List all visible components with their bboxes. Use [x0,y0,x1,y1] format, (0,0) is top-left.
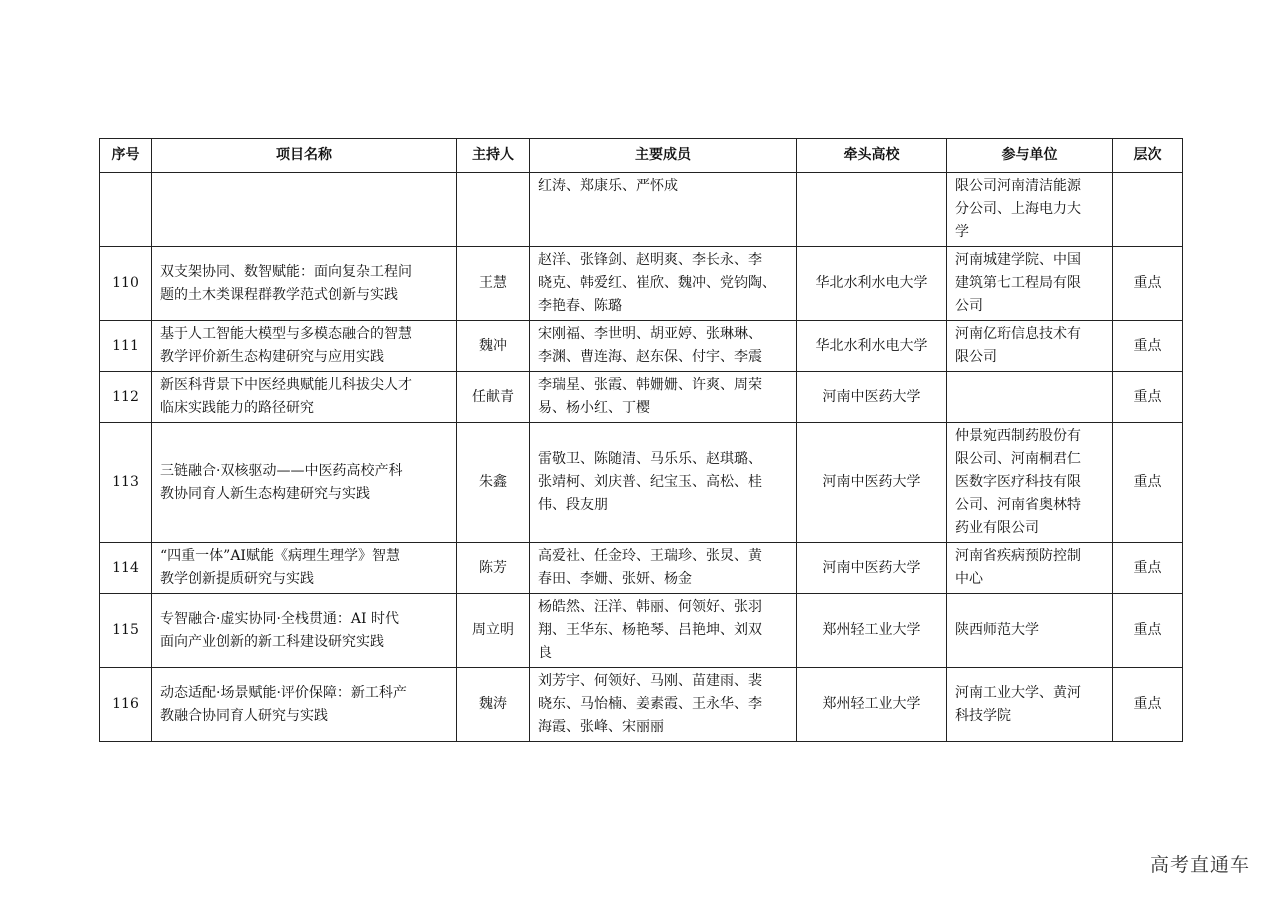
cell-level [1113,543,1183,594]
cell-partner-text: 陕西师范大学 [955,622,1039,638]
cell-partner [947,372,1113,423]
cell-partner-text: 限公司河南清洁能源 分公司、上海电力大 学 [955,178,1081,240]
cell-level [1113,321,1183,372]
cell-school [797,543,947,594]
cell-school-text: 河南中医药大学 [822,559,921,576]
cell-partner-text: 河南城建学院、中国 建筑第七工程局有限 公司 [955,252,1081,314]
cell-members [530,173,797,247]
cell-num-text: 113 [112,474,139,490]
cell-school [797,321,947,372]
cell-partner [947,594,1113,668]
cell-num [100,321,152,372]
cell-host-text: 朱鑫 [479,474,507,490]
cell-num-text: 114 [112,559,139,576]
cell-name [152,321,457,372]
cell-partner [947,247,1113,321]
cell-school-text: 华北水利水电大学 [815,275,928,291]
cell-host-text: 魏涛 [479,696,507,712]
cell-name-text: 动态适配·场景赋能·评价保障：新工科产 教融合协同育人研究与实践 [160,684,407,724]
cell-host-text: 陈芳 [479,559,507,576]
cell-school [797,594,947,668]
cell-name [152,668,457,742]
cell-name-text: 三链融合·双核驱动——中医药高校产科 教协同育人新生态构建研究与实践 [160,462,403,502]
cell-partner [947,321,1113,372]
cell-name-text: 专智融合·虚实协同·全栈贯通：AI 时代 面向产业创新的新工科建设研究实践 [160,610,399,650]
cell-name [152,372,457,423]
cell-level [1113,423,1183,543]
cell-name-text: 基于人工智能大模型与多模态融合的智慧 教学评价新生态构建研究与应用实践 [160,326,412,365]
cell-host [457,321,530,372]
cell-members [530,668,797,742]
header-level: 层次 [1113,139,1183,173]
cell-num-text: 116 [112,696,139,712]
cell-level [1113,372,1183,423]
cell-level-text: 重点 [1133,275,1162,291]
header-partner: 参与单位 [947,139,1113,173]
cell-num [100,668,152,742]
cell-name-text: 新医科背景下中医经典赋能儿科拔尖人才 临床实践能力的路径研究 [160,377,412,416]
table-row [100,594,1183,668]
cell-members-text: 宋刚福、李世明、胡亚婷、张琳琳、 李渊、曹连海、赵东保、付宇、李震 [538,326,762,365]
table-row [100,423,1183,543]
cell-host [457,247,530,321]
cell-host-text: 任献青 [472,388,514,405]
cell-members-text: 李瑞星、张霞、韩姗姗、许爽、周荣 易、杨小红、丁樱 [538,377,762,416]
cell-school [797,247,947,321]
cell-members-text: 刘芳宇、何领好、马刚、苗建雨、裴 晓东、马怡楠、姜素霞、王永华、李 海霞、张峰、宋丽丽 [538,673,762,735]
cell-partner-text: 河南亿珩信息技术有 限公司 [955,326,1081,365]
cell-partner-text: 仲景宛西制药股份有 限公司、河南桐君仁 医数字医疗科技有限 公司、河南省奥林特 药业有限公司 [955,428,1081,536]
header-row [100,139,1183,173]
cell-num-text: 112 [112,388,139,405]
cell-num-text: 110 [112,275,139,291]
cell-school [797,173,947,247]
cell-level-text: 重点 [1133,388,1162,405]
cell-name-text: 双支架协同、数智赋能：面向复杂工程问 题的土木类课程群教学范式创新与实践 [160,263,412,303]
cell-school-text: 郑州轻工业大学 [822,622,921,638]
cell-level-text: 重点 [1133,622,1162,638]
cell-host [457,543,530,594]
cell-host [457,372,530,423]
cell-school-text: 河南中医药大学 [822,388,921,405]
cell-members-text: 雷敬卫、陈随清、马乐乐、赵琪璐、 张靖柯、刘庆普、纪宝玉、高松、桂 伟、段友朋 [538,451,762,513]
cell-name [152,543,457,594]
cell-name [152,594,457,668]
cell-members [530,247,797,321]
cell-members [530,423,797,543]
cell-partner [947,668,1113,742]
table-row [100,668,1183,742]
cell-num [100,543,152,594]
cell-partner [947,423,1113,543]
cell-partner-text: 河南工业大学、黄河 科技学院 [955,684,1081,724]
cell-school [797,372,947,423]
table-row [100,173,1183,247]
project-table [99,138,1183,742]
cell-host [457,594,530,668]
cell-level-text: 重点 [1133,696,1162,712]
cell-level [1113,247,1183,321]
cell-partner [947,173,1113,247]
table-body [100,173,1183,742]
cell-name [152,247,457,321]
cell-host [457,668,530,742]
table-header [100,139,1183,173]
cell-level-text: 重点 [1133,559,1162,576]
cell-level [1113,594,1183,668]
header-school: 牵头高校 [797,139,947,173]
cell-name [152,423,457,543]
cell-school [797,423,947,543]
table-row [100,247,1183,321]
cell-school-text: 郑州轻工业大学 [822,696,921,712]
cell-members-text: 杨皓然、汪洋、韩丽、何领好、张羽 翔、王华东、杨艳琴、吕艳坤、刘双 良 [538,599,762,661]
cell-partner [947,543,1113,594]
cell-host-text: 王慧 [479,275,507,291]
cell-school-text: 河南中医药大学 [822,474,921,490]
cell-members [530,594,797,668]
watermark: 高考直通车 [1149,854,1250,876]
cell-members [530,372,797,423]
header-host: 主持人 [457,139,530,173]
header-members: 主要成员 [530,139,797,173]
cell-num [100,372,152,423]
cell-school [797,668,947,742]
cell-num [100,247,152,321]
cell-name [152,173,457,247]
header-name: 项目名称 [152,139,457,173]
cell-host-text: 魏冲 [479,337,507,354]
cell-num [100,594,152,668]
cell-host [457,423,530,543]
cell-num [100,423,152,543]
table-row [100,321,1183,372]
cell-members-text: 高爱社、任金玲、王瑞珍、张炅、黄 春田、李姗、张妍、杨金 [538,548,762,587]
table-row [100,543,1183,594]
cell-partner-text: 河南省疾病预防控制 中心 [955,548,1081,587]
cell-members [530,543,797,594]
cell-level-text: 重点 [1133,474,1162,490]
cell-level-text: 重点 [1133,337,1162,354]
cell-num [100,173,152,247]
cell-members-text: 红涛、郑康乐、严怀成 [538,178,678,194]
cell-level [1113,173,1183,247]
cell-level [1113,668,1183,742]
cell-host [457,173,530,247]
header-num: 序号 [100,139,152,173]
cell-num-text: 111 [112,337,139,354]
cell-name-text: “四重一体”AI赋能《病理生理学》智慧 教学创新提质研究与实践 [160,548,400,587]
cell-host-text: 周立明 [472,622,514,638]
cell-members-text: 赵洋、张锋剑、赵明爽、李长永、李 晓克、韩爱红、崔欣、魏冲、党钧陶、 李艳春、陈璐 [538,252,776,314]
cell-school-text: 华北水利水电大学 [815,337,928,354]
cell-num-text: 115 [112,622,139,638]
cell-members [530,321,797,372]
table-row [100,372,1183,423]
